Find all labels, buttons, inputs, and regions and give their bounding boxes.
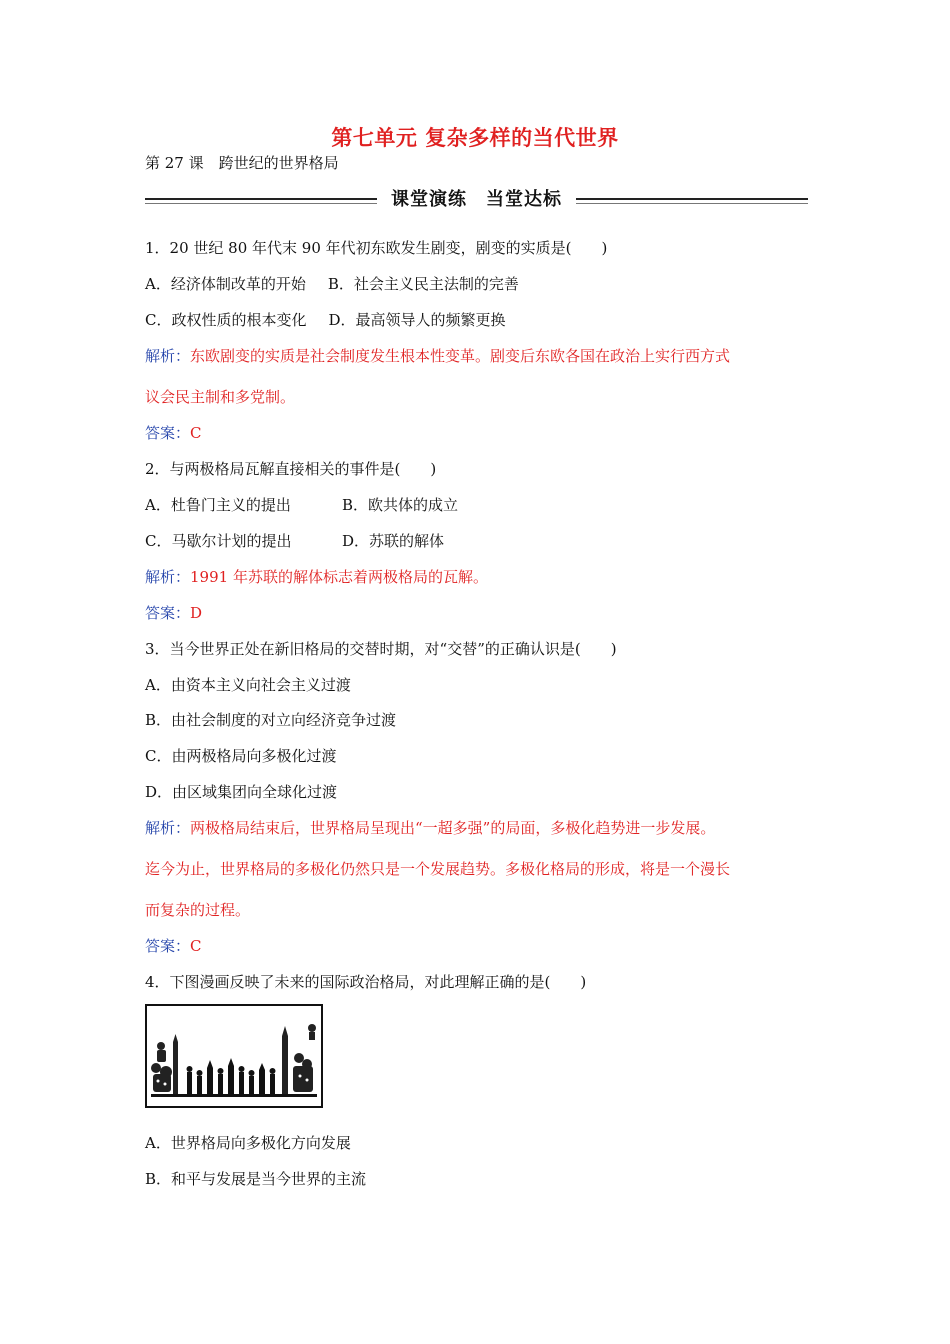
q1-option-d: D．最高领导人的频繁更换 xyxy=(328,311,506,329)
banner-text: 课堂演练 当堂达标 xyxy=(391,189,562,210)
q3-option-d: D．由区域集团向全球化过渡 xyxy=(145,783,338,801)
q3-option-c: C．由两极格局向多极化过渡 xyxy=(145,747,337,765)
q3-analysis-text-1: 两极格局结束后，世界格局呈现出“一超多强”的局面，多极化趋势进一步发展。 xyxy=(190,819,716,837)
q3-option-b: B．由社会制度的对立向经济竞争过渡 xyxy=(145,711,397,729)
q1-option-a: A．经济体制改革的开始 xyxy=(145,275,306,293)
q3-analysis-line-2: 迄今为止，世界格局的多极化仍然只是一个发展趋势。多极化格局的形成，将是一个漫长 xyxy=(145,860,731,878)
q2-options-ab xyxy=(145,495,458,515)
q2-analysis xyxy=(145,567,488,587)
q3-option-a: A．由资本主义向社会主义过渡 xyxy=(145,676,351,694)
q3-stem: 3．当今世界正处在新旧格局的交替时期，对“交替”的正确认识是( ) xyxy=(145,640,617,658)
q1-option-c: C．政权性质的根本变化 xyxy=(145,311,307,329)
q1-analysis-text-1: 东欧剧变的实质是社会制度发生根本性变革。剧变后东欧各国在政治上实行西方式 xyxy=(190,347,731,365)
q3-analysis-label: 解析： xyxy=(145,819,191,837)
q2-answer-label: 答案： xyxy=(145,604,191,622)
q2-option-a: A．杜鲁门主义的提出 xyxy=(145,496,291,514)
cartoon-image xyxy=(145,1004,323,1108)
q1-answer xyxy=(145,423,202,443)
q1-options-ab xyxy=(145,274,519,294)
q1-answer-label: 答案： xyxy=(145,424,191,442)
q2-answer-value: D xyxy=(190,604,203,622)
q1-options-cd xyxy=(145,310,506,330)
q1-option-b: B．社会主义民主法制的完善 xyxy=(327,275,519,293)
q4-stem: 4．下图漫画反映了未来的国际政治格局，对此理解正确的是( ) xyxy=(145,973,587,991)
q1-analysis-line-2: 议会民主制和多党制。 xyxy=(145,388,296,406)
q3-answer-value: C xyxy=(190,937,202,955)
q2-option-d: D．苏联的解体 xyxy=(342,532,445,550)
lesson-title: 第 27 课 跨世纪的世界格局 xyxy=(145,154,339,172)
q3-analysis-line-3: 而复杂的过程。 xyxy=(145,901,251,919)
q1-analysis-line-1 xyxy=(145,346,730,366)
q3-answer-label: 答案： xyxy=(145,937,191,955)
q3-analysis-line-1 xyxy=(145,818,715,838)
q4-option-a: A．世界格局向多极化方向发展 xyxy=(145,1134,351,1152)
q2-answer xyxy=(145,603,202,623)
q1-stem: 1．20 世纪 80 年代末 90 年代初东欧发生剧变，剧变的实质是( ) xyxy=(145,239,608,257)
banner-rule-right xyxy=(576,198,808,200)
q1-answer-value: C xyxy=(190,424,202,442)
q2-analysis-text: 1991 年苏联的解体标志着两极格局的瓦解。 xyxy=(190,568,488,586)
q2-options-cd xyxy=(145,531,444,551)
q2-option-c: C．马歇尔计划的提出 xyxy=(145,532,292,550)
cartoon-illustration xyxy=(147,1006,321,1106)
q4-option-b: B．和平与发展是当今世界的主流 xyxy=(145,1170,367,1188)
q1-analysis-label: 解析： xyxy=(145,347,191,365)
q2-stem: 2．与两极格局瓦解直接相关的事件是( ) xyxy=(145,460,437,478)
unit-title: 第七单元 复杂多样的当代世界 xyxy=(331,126,619,150)
q2-option-b: B．欧共体的成立 xyxy=(342,496,459,514)
q2-analysis-label: 解析： xyxy=(145,568,191,586)
q3-answer xyxy=(145,936,202,956)
section-banner xyxy=(145,185,808,215)
